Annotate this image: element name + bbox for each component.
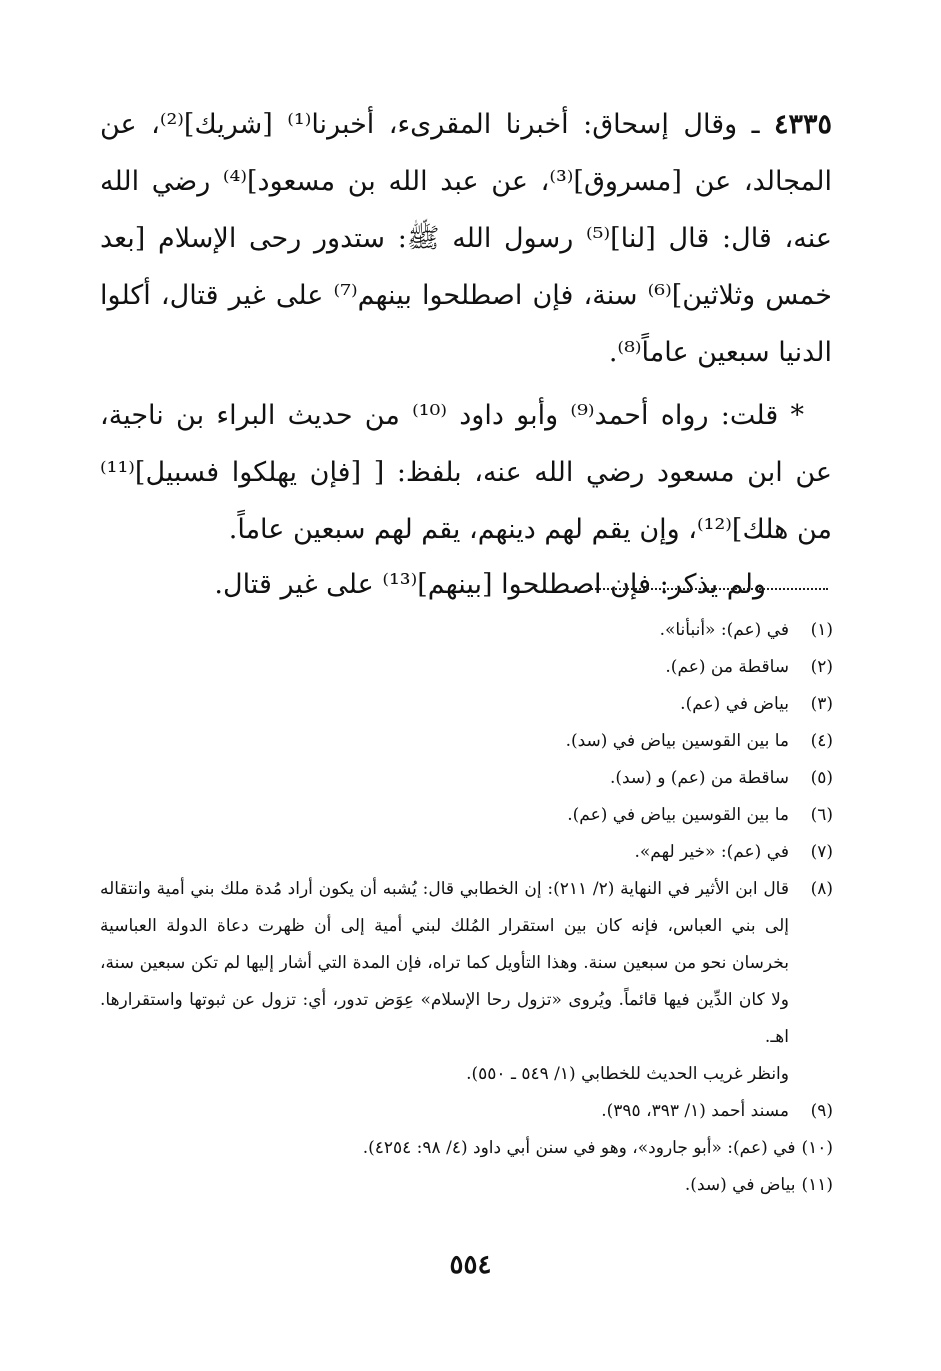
footnote-text: ساقطة من (عم). [665, 657, 789, 677]
footnote [100, 760, 833, 797]
footnote-text: قال ابن الأثير في النهاية (٢/ ٢١١): إن الخطابي قال: يُشبه أن يكون أراد مُدة ملك بني أمية وانتقاله إلى بني العباس، فإنه كان بين استقرار المُلك لبني أمية إلى أن ظهرت دعاة الدولة العباسية بخرسان نحو من سبعين سنة. وهذا التأويل كما تراه، فإن المدة التي أشار إليها لم تكن سبعين سنة، ولا كان الدِّين فيها قائماً. ويُروى «تزول رحا الإسلام» عِوَض تدور، أي: تزول عن ثبوتها واستقرارها. اهـ. [100, 879, 789, 1047]
footnote-number: (١١) [801, 1175, 833, 1195]
footnote-number: (٣) [810, 694, 833, 714]
footnote-number: (٤) [810, 731, 833, 751]
footnote-text: في (عم): «أنبأنا». [659, 620, 789, 640]
footnote-number: (٨) [810, 879, 833, 899]
footnote [100, 723, 833, 760]
footnote [100, 1093, 833, 1130]
footnote-number: (٥) [810, 768, 833, 788]
footnote-text: ساقطة من (عم) و (سد). [609, 768, 789, 788]
hadith-number: ٤٣٣٥ [774, 109, 833, 140]
footnote-text: مسند أحمد (١/ ٣٩٣، ٣٩٥). [601, 1101, 789, 1121]
footnote [100, 834, 833, 871]
footnote-text: بياض في (سد). [684, 1175, 796, 1195]
page-number: ٥٥٤ [449, 1250, 492, 1280]
footnote-text: بياض في (عم). [680, 694, 789, 714]
footnote [100, 1130, 833, 1167]
footnote-number: (٦) [810, 805, 833, 825]
hadith-text: ـ وقال إسحاق: أخبرنا المقرىء، أخبرنا⁽¹⁾ [شريك]⁽²⁾، عن المجالد، عن [مسروق]⁽³⁾، عن عبد الله بن مسعود]⁽⁴⁾ رضي الله عنه، قال: قال [لنا]⁽⁵⁾ رسول الله ﷺ: ستدور رحى الإسلام [بعد خمس وثلاثين]⁽⁶⁾ سنة، فإن اصطلحوا بينهم⁽⁷⁾ على غير قتال، أكلوا الدنيا سبعين عاماً⁽⁸⁾. [100, 109, 833, 368]
footnote-number: (٢) [810, 657, 833, 677]
footnote-text: في (عم): «أبو جارود»، وهو في سنن أبي داود (٤/ ٩٨: ٤٢٥٤). [362, 1138, 796, 1158]
footnote-number: (٩) [810, 1101, 833, 1121]
commentary-paragraph-2: ولم يذكر: فإن اصطلحوا [بينهم]⁽¹³⁾ على غير قتال. [214, 569, 766, 600]
footnotes-list [100, 612, 833, 1204]
footnote [100, 1167, 833, 1204]
hadith-paragraph [100, 96, 832, 381]
footnote [100, 797, 833, 834]
footnote [100, 871, 833, 1056]
footnote-text: ما بين القوسين بياض في (سد). [565, 731, 789, 751]
footnote-continuation [100, 1056, 833, 1093]
footnote-text: في (عم): «خير لهم». [634, 842, 789, 862]
footnote-separator [588, 588, 828, 596]
footnote [100, 686, 833, 723]
footnote-number: (١) [810, 620, 833, 640]
footnote [100, 649, 833, 686]
footnote-text: وانظر غريب الحديث للخطابي (١/ ٥٤٩ ـ ٥٥٠). [466, 1064, 789, 1084]
main-text [100, 96, 832, 612]
footnote-number: (١٠) [801, 1138, 833, 1158]
footnote-number: (٧) [810, 842, 833, 862]
footnote-text: ما بين القوسين بياض في (عم). [567, 805, 789, 825]
commentary-paragraph: * قلت: رواه أحمد⁽⁹⁾ وأبو داود ⁽¹⁰⁾ من حديث البراء بن ناجية، عن ابن مسعود رضي الله عنه، بلفظ: [ [فإن يهلكوا فسبيل]⁽¹¹⁾ من هلك]⁽¹²⁾، وإن يقم لهم دينهم، يقم لهم سبعين عاماً. [100, 400, 832, 545]
footnote [100, 612, 833, 649]
